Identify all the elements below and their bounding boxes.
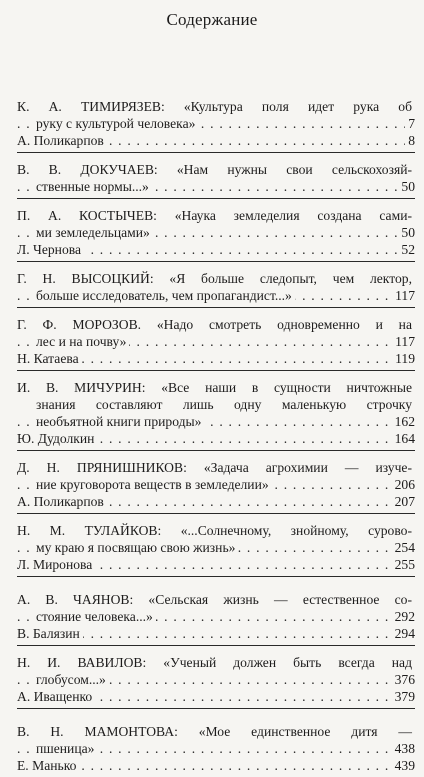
author-name: В. Балязин [17,626,83,641]
page-number: 7 [405,115,415,132]
toc-entry-line [17,287,415,304]
toc-entry-text: Г. Ф. МОРОЗОВ. «Надо смотреть одновременно и на [17,317,415,332]
toc-entry-line [17,396,415,413]
toc-entry-line [17,161,415,178]
toc-entry-text: А. В. ЧАЯНОВ: «Сельская жизнь — естественное со- [17,592,415,607]
author-name: А. Поликарпов [17,133,107,148]
toc-author-line [17,132,415,149]
page-number: 254 [392,539,415,556]
toc-entry [17,451,415,514]
toc-entry-line [17,333,415,350]
toc-entry-line [17,115,415,132]
toc-entry-line [17,270,415,287]
page-number: 50 [398,178,415,195]
toc-entry-text: ми земледельцами» [36,225,153,240]
toc-author-line [17,757,415,774]
page-number: 379 [392,688,415,705]
toc-entry-line [17,522,415,539]
page-number: 117 [392,333,415,350]
toc-entry-line [17,591,415,608]
toc-entry-text: Г. Н. ВЫСОЦКИЙ: «Я больше следопыт, чем лектор, [17,271,415,286]
toc-entry-text: му краю я посвящаю свою жизнь» [36,540,238,555]
page-number: 162 [392,413,415,430]
toc-author-line [17,556,415,573]
toc-entry-text: В. Н. МАМОНТОВА: «Мое единственное дитя — [17,724,415,739]
author-name: Е. Манько [17,758,79,773]
toc-entry-text: П. А. КОСТЫЧЕВ: «Наука земледелия создана сами- [17,208,415,223]
toc-entry-text: необъятной книги природы» [36,414,204,429]
toc-entry-line [17,654,415,671]
toc-entry-text: Н. М. ТУЛАЙКОВ: «...Солнечному, знойному, сурово- [17,523,415,538]
toc-entry-text: руку с культурой человека» [36,116,198,131]
toc-entry [17,153,415,199]
toc-author-line [17,430,415,447]
page-number: 52 [398,241,415,258]
toc-entry [17,371,415,451]
toc-entry [17,262,415,308]
toc-entry-text: знания составляют лишь одну маленькую строчку [36,397,415,412]
toc-entry-line [17,413,415,430]
toc-entry-line [17,98,415,115]
toc-entry-line [17,740,415,757]
page-number: 206 [392,476,415,493]
toc-entry [17,577,415,646]
toc-entry-line [17,671,415,688]
page-number: 50 [398,224,415,241]
toc-entry-line [17,476,415,493]
toc-entry-text: ственные нормы...» [36,179,152,194]
toc-entry [17,90,415,153]
author-name: Л. Чернова [17,242,84,257]
toc-entry [17,709,415,777]
page-title: Содержание [166,10,258,29]
toc-entry-line [17,539,415,556]
toc-entry-text: Д. Н. ПРЯНИШНИКОВ: «Задача агрохимии — изуче- [17,460,415,475]
page-number: 164 [392,430,415,447]
toc-author-line [17,688,415,705]
toc-entry-text: пшеница» [36,741,97,756]
toc-entry-text: В. В. ДОКУЧАЕВ: «Нам нужны свои сельскохозяй- [17,162,415,177]
page-number: 117 [392,287,415,304]
page-number: 439 [392,757,415,774]
toc-entry-text: Н. И. ВАВИЛОВ: «Ученый должен быть всегда над [17,655,415,670]
author-name: Л. Миронова [17,557,95,572]
toc-entry-line [17,459,415,476]
page-number: 376 [392,671,415,688]
toc-entry-line [17,723,415,740]
toc-entry-text: И. В. МИЧУРИН: «Все наши в сущности ничтожные [17,380,415,395]
toc-entry-line [17,178,415,195]
toc-entry-line [17,316,415,333]
page-number: 438 [392,740,415,757]
toc-entry-line [17,608,415,625]
toc-entry-line [17,379,415,396]
toc-author-line [17,625,415,642]
toc-entry-text: стояние человека...» [36,609,156,624]
author-name: Ю. Дудолкин [17,431,97,446]
toc-entry-text: лес и на почву» [36,334,129,349]
toc-entry [17,308,415,371]
page-number: 294 [392,625,415,642]
table-of-contents [17,90,415,777]
author-name: А. Иващенко [17,689,95,704]
toc-entry [17,514,415,577]
toc-author-line [17,350,415,367]
toc-entry-line [17,207,415,224]
page-number: 207 [392,493,415,510]
page-number: 292 [392,608,415,625]
toc-entry-text: глобусом...» [36,672,109,687]
toc-entry-text: ние круговорота веществ в земледелии» [36,477,272,492]
page-number: 255 [392,556,415,573]
toc-entry-line [17,224,415,241]
toc-author-line [17,493,415,510]
page-number: 119 [392,350,415,367]
author-name: А. Поликарпов [17,494,107,509]
toc-author-line [17,241,415,258]
toc-entry-text: больше исследователь, чем пропагандист...» [36,288,295,303]
page-number: 8 [405,132,415,149]
toc-entry [17,199,415,262]
toc-entry-text: К. А. ТИМИРЯЗЕВ: «Культура поля идет рука об [17,99,415,114]
author-name: Н. Катаева [17,351,82,366]
